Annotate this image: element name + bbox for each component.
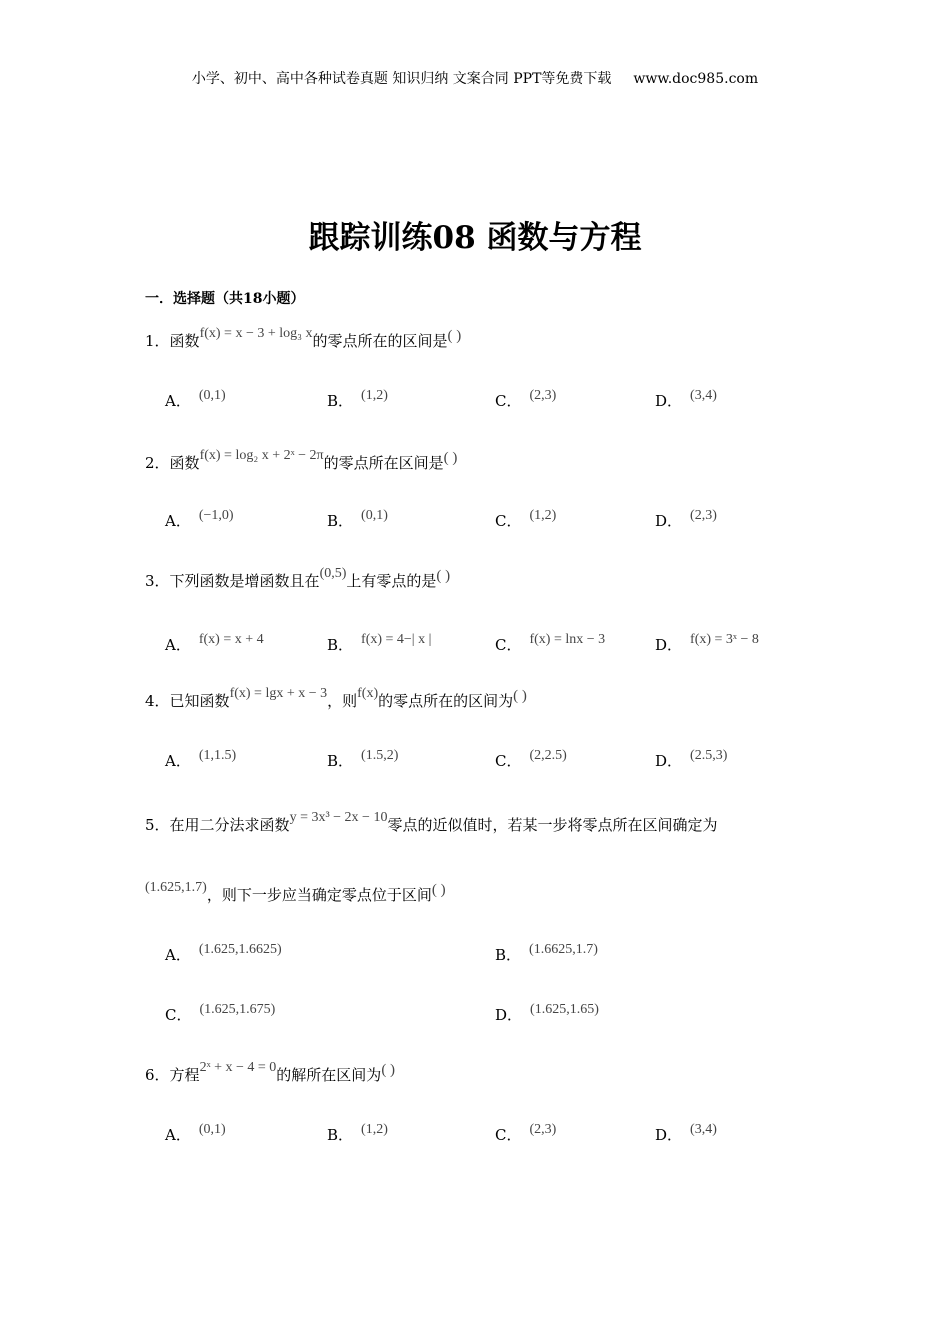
question-formula-2: f(x) [357,686,379,701]
header-site: www.doc985.com [633,71,759,87]
question-formula: (0,5) [319,566,347,581]
option-d[interactable]: D． (2,3) [655,508,717,530]
question-3 [145,566,451,591]
question-text: 函数 [169,332,200,350]
question-5-line-2 [145,880,446,905]
question-number: 3． [145,572,170,590]
option-c[interactable]: C． (1.625,1.675) [165,1002,276,1024]
option-b[interactable]: B． (1.5,2) [327,748,399,770]
answer-blank: ( ) [436,568,451,584]
option-c[interactable]: C． (2,3) [495,1122,557,1144]
page-header [0,68,950,88]
question-formula: f(x) = x − 3 + log₃ x [199,326,313,341]
question-6 [145,1060,396,1085]
option-a[interactable]: A． (−1,0) [165,508,234,530]
question-formula: (1.625,1.7) [145,880,207,895]
question-formula: 2ˣ + x − 4 = 0 [199,1060,277,1075]
option-b[interactable]: B． (0,1) [327,508,388,530]
question-formula: f(x) = lgx + x − 3 [229,686,328,701]
option-a[interactable]: A． (1,1.5) [165,748,237,770]
option-c[interactable]: C． (2,2.5) [495,748,567,770]
option-d[interactable]: D． (3,4) [655,1122,717,1144]
question-text: 已知函数 [169,692,230,710]
page-title: 跟踪训练08 函数与方程 [308,220,642,256]
option-d[interactable]: D． (1.625,1.65) [495,1002,599,1024]
question-formula: f(x) = log₂ x + 2ˣ − 2π [199,448,324,463]
question-4 [145,686,527,711]
question-text: ，则下一步应当确定零点位于区间 [206,886,432,904]
option-b[interactable]: B． (1.6625,1.7) [495,942,598,964]
question-5 [145,810,718,835]
question-text: 的零点所在区间是 [323,454,444,472]
section-heading: 一．选择题（共18小题） [145,291,305,307]
answer-blank: ( ) [513,688,527,704]
answer-blank: ( ) [431,882,446,898]
option-d[interactable]: D． (3,4) [655,388,717,410]
option-c[interactable]: C． (1,2) [495,508,557,530]
option-d[interactable]: D． f(x) = 3ˣ − 8 [655,632,759,654]
option-b[interactable]: B． (1,2) [327,1122,388,1144]
option-c[interactable]: C． (2,3) [495,388,557,410]
option-a[interactable]: A． f(x) = x + 4 [165,632,264,654]
question-text: 的零点所在的区间是 [312,332,448,350]
answer-blank: ( ) [381,1062,396,1078]
question-number: 4． [145,692,170,710]
question-number: 6． [145,1066,170,1084]
question-text: 函数 [169,454,200,472]
question-text: 方程 [169,1066,200,1084]
question-text: ，则 [327,692,358,710]
question-2 [145,448,458,473]
option-b[interactable]: B． (1,2) [327,388,388,410]
option-a[interactable]: A． (0,1) [165,388,226,410]
answer-blank: ( ) [443,450,458,466]
header-text: 小学、初中、高中各种试卷真题 知识归纳 文案合同 PPT等免费下载 [191,71,612,87]
answer-blank: ( ) [447,328,462,344]
option-a[interactable]: A． (1.625,1.6625) [165,942,282,964]
question-formula: y = 3x³ − 2x − 10 [289,810,388,825]
question-text: 的零点所在的区间为 [378,692,514,710]
question-text: 在用二分法求函数 [169,816,290,834]
question-number: 1． [145,332,170,350]
question-number: 2． [145,454,170,472]
option-d[interactable]: D． (2.5,3) [655,748,728,770]
option-a[interactable]: A． (0,1) [165,1122,226,1144]
question-text: 零点的近似值时，若某一步将零点所在区间确定为 [387,816,718,834]
option-b[interactable]: B． f(x) = 4−| x | [327,632,432,654]
question-number: 5． [145,816,170,834]
question-text: 下列函数是增函数且在 [169,572,320,590]
question-1 [145,326,462,351]
question-text: 的解所在区间为 [276,1066,382,1084]
question-text: 上有零点的是 [346,572,437,590]
option-c[interactable]: C． f(x) = lnx − 3 [495,632,606,654]
